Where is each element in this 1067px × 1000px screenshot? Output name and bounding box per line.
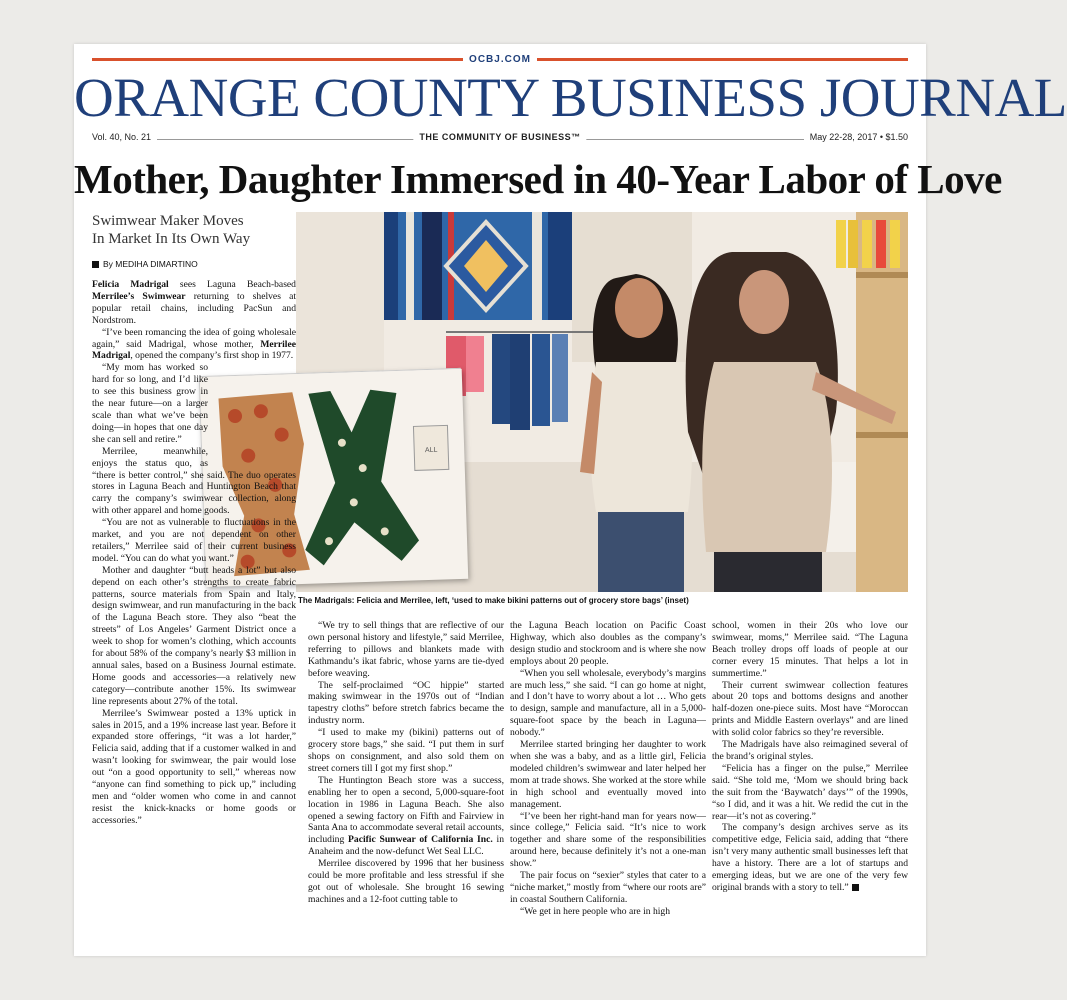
- deck: [92, 212, 282, 248]
- paragraph: “We try to sell things that are reflective of our own personal history and lifestyle,” said Merrilee, referring to pillows and blankets made with Kathmandu’s ikat fabric, whose yarns are tie-dyed before weaving.: [308, 620, 504, 679]
- striped-blanket: [384, 212, 574, 320]
- newspaper-page: [74, 44, 1067, 956]
- paragraph: Merrilee, meanwhile, enjoys the status quo, as “there is better control,” she said. The duo operates stores in Laguna Beach and Huntington Beach that carry the company’s swimwear collection, along with other apparel and home goods.: [92, 445, 296, 517]
- product-bottles: [836, 220, 900, 268]
- paragraph: Merrilee started bringing her daughter to work when she was a baby, and as a little girl, Felicia modeled children’s swimwear and later helped her mom at trade shows. She worked at the store while in high school and eventually moved into management.: [510, 739, 706, 810]
- paragraph: The Madrigals have also reimagined several of the brand’s original styles.: [712, 739, 908, 762]
- photo-caption: The Madrigals: Felicia and Merrilee, left, ‘used to make bikini patterns out of grocery store bags’ (inset): [298, 596, 689, 605]
- paragraph: the Laguna Beach location on Pacific Coast Highway, which also doubles as the company’s design studio and stockroom and is where she now employs about 20 people.: [510, 620, 706, 667]
- paragraph: The Huntington Beach store was a success, enabling her to open a second, 5,000-square-foot location in 1986 in Laguna Beach. She also opened a sewing factory on Fifth and Fairview in Santa Ana to accommodate several retail accounts, including Pacific Sunwear of California Inc. in Anaheim and the now-defunct Wet Seal LLC.: [308, 774, 504, 858]
- inset-card-text: ALL: [424, 446, 438, 455]
- masthead: ORANGE COUNTY BUSINESS JOURNAL: [74, 67, 1067, 128]
- paragraph: “My mom has worked so hard for so long, and I’d like to see this business grow in the near future—on a larger scale than what we’ve been doing—in hopes that one day she can sell and retire.”: [92, 362, 208, 445]
- paragraph: The self-proclaimed “OC hippie” started making swimwear in the 1970s out of “Indian tapestry cloths” before stretch fabrics became the industry norm.: [308, 679, 504, 727]
- tagline: THE COMMUNITY OF BUSINESS™: [413, 132, 586, 142]
- end-mark: [852, 884, 859, 891]
- article-column-4: [712, 620, 908, 952]
- deck-line-2: In Market In Its Own Way: [92, 231, 251, 247]
- volume-number: Vol. 40, No. 21: [92, 132, 157, 142]
- paragraph: “When you sell wholesale, everybody’s margins are much less,” she said. “I can go home at night, and I don’t have to worry about a lot … Who gets to design, sample and manufacture, all in a 5,000-square-foot space by the beach in Laguna—nobody.”: [510, 667, 706, 739]
- paragraph: The pair focus on “sexier” styles that cater to a “niche market,” mostly from “where our roots are” in coastal Southern California.: [510, 870, 706, 905]
- paragraph: “I used to make my (bikini) patterns out of grocery store bags,” she said. “I put them in surf shops on consignment, and also sold them on street corners till I got my first shop.”: [308, 727, 504, 774]
- paragraph: Felicia Madrigal sees Laguna Beach-based Merrilee’s Swimwear returning to shelves at popular retail chains, including PacSun and Nordstrom.: [92, 279, 297, 326]
- paragraph: Merrilee discovered by 1996 that her business could be more profitable and less stressful if she got out of wholesale. She brought 16 sewing machines and a 12-foot cutting table to: [308, 858, 504, 905]
- paragraph: The company’s design archives serve as its competitive edge, Felicia said, adding that “there isn’t very many authentic small businesses left that have a history. There are a lot of startups and emerging ideas, but we are one of the very few original brands with a story to tell.”: [712, 822, 908, 893]
- article-column-3: [510, 620, 706, 952]
- paragraph: Mother and daughter “butt heads a lot” but also depend on each other’s strengths to create fabric patterns, source materials from Spain and Italy, design swimwear, and run manufacturing in the back of the Laguna Beach store. They also “beat the streets” of Los Angeles’ Garment District once a week to shop for women’s clothing, which accounts for about 58% of the company’s nearly $3 million in annual sales, based on a Business Journal estimate. Home goods and accessories—a relatively new category—contribute another 15%. Its swimwear line represents about 27% of the total.: [92, 564, 296, 707]
- paragraph: “We get in here people who are in high: [520, 905, 671, 917]
- inset-wrap-space: [210, 362, 296, 458]
- site-url: OCBJ.COM: [74, 54, 926, 65]
- deck-line-1: Swimwear Maker Moves: [92, 213, 244, 229]
- article-column-2: [308, 620, 504, 952]
- byline: By MEDIHA DIMARTINO: [92, 259, 198, 269]
- article-column-1: [92, 279, 296, 951]
- issue-line: [92, 132, 908, 146]
- paragraph: school, women in their 20s who love our swimwear, moms,” Merrilee said. “The Laguna Beach trolley drops off loads of people at our corner every 15 minutes. That helps a lot in summertime.”: [712, 620, 908, 679]
- paragraph: “I’ve been romancing the idea of going wholesale again,” said Madrigal, whose mother, Merrilee Madrigal, opened the company’s first shop in 1977.: [92, 326, 296, 362]
- headline: Mother, Daughter Immersed in 40-Year Labor of Love: [74, 156, 1002, 202]
- issue-date: May 22-28, 2017 • $1.50: [804, 132, 908, 142]
- paragraph: Merrilee’s Swimwear posted a 13% uptick in sales in 2015, and a 19% increase last year. Before it expanded store offerings, “it was a lot harder,” Felicia said, adding that if a customer walked in and wasn’t looking for swimwear, the pair would lose out “on a good opportunity to sell,” whereas now “anyone can find something to pick up,” including men and “older women who come in and cannot resist the knick-knacks or home goods or accessories.”: [92, 707, 296, 826]
- paragraph: “You are not as vulnerable to fluctuations in the market, and you are not dependent on other retailers,” Merrilee said of their current business model. “You can do what you want.”: [92, 517, 296, 564]
- paragraph: Their current swimwear collection features about 20 tops and bottoms designs and another half-dozen one-piece suits. Most have “Moroccan prints and Middle Eastern overlays” and are lined with solid color fabrics so they’re reversible.: [712, 679, 908, 739]
- paragraph: “Felicia has a finger on the pulse,” Merrilee said. “She told me, ‘Mom we should bring back the suit from the ‘Baywatch’ days’” of the 1990s, “so I did, and it was a hit. We redid the cut in the rear—it’s not as covering.”: [712, 762, 908, 822]
- paragraph: “I’ve been her right-hand man for years now—since college,” Felicia said. “It’s nice to work together and share some of the responsibilities around here, because definitely it’s not a one-man show.”: [510, 810, 706, 870]
